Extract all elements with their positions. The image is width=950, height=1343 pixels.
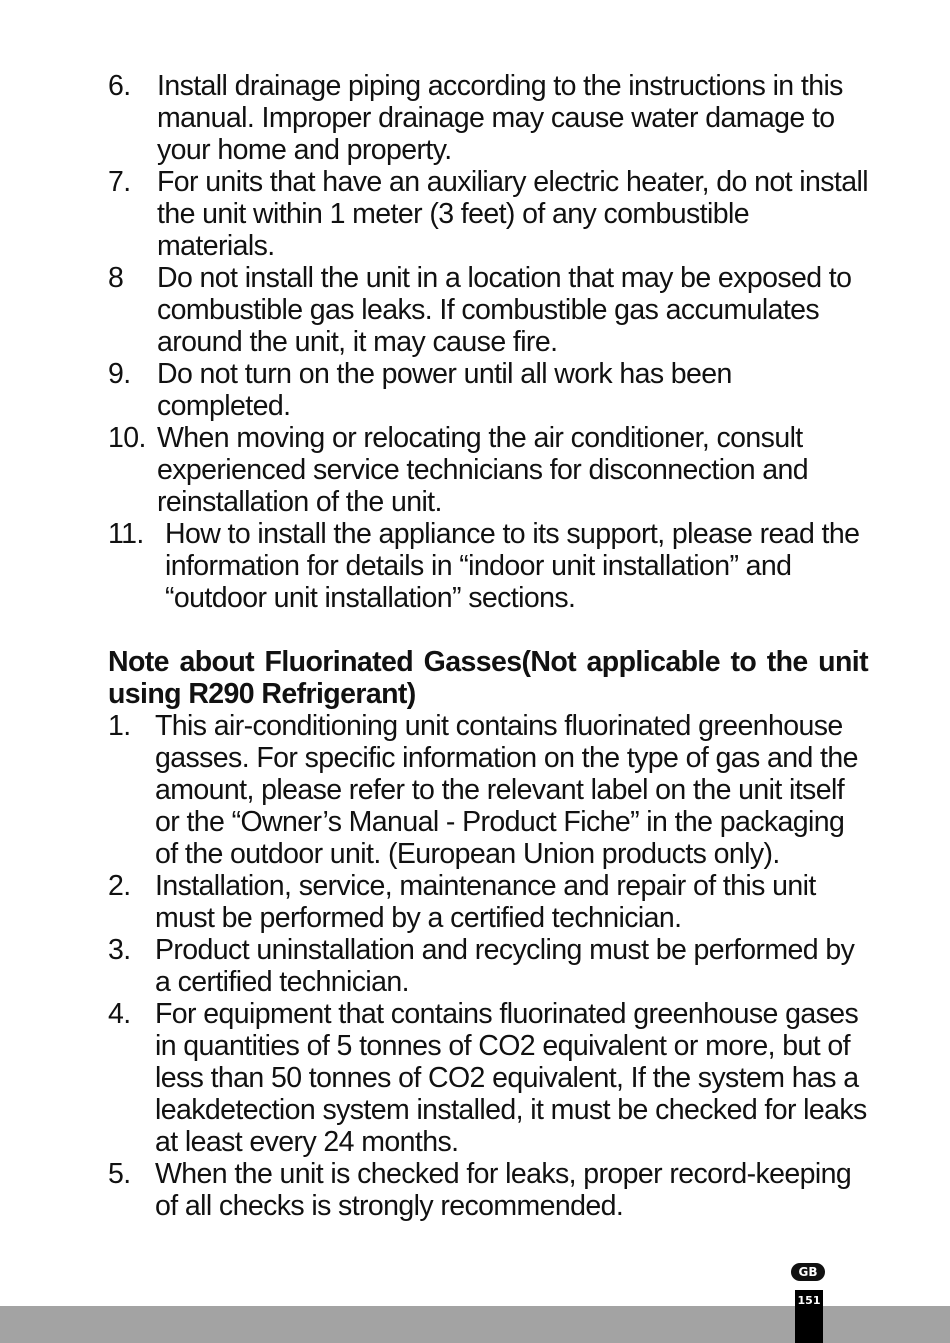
list-item xyxy=(108,70,868,166)
list-item xyxy=(108,262,868,358)
list-item xyxy=(108,358,868,422)
page-number-tab xyxy=(795,1290,823,1343)
item-number: 11. xyxy=(108,518,144,550)
list-item xyxy=(108,934,868,998)
item-number: 2. xyxy=(108,870,131,902)
item-number: 6. xyxy=(108,70,131,102)
item-number: 3. xyxy=(108,934,131,966)
item-number: 7. xyxy=(108,166,131,198)
list-item xyxy=(108,710,868,870)
safety-instructions-list xyxy=(108,70,868,614)
item-text: Do not turn on the power until all work has been completed. xyxy=(157,358,732,422)
list-item xyxy=(108,998,868,1158)
item-text: Product uninstallation and recycling must be performed by a certified technician. xyxy=(155,934,855,998)
list-item xyxy=(108,870,868,934)
page-content xyxy=(108,70,868,1222)
item-text: When moving or relocating the air conditioner, consult experienced service technicians for disconnection and reinstallation of the unit. xyxy=(157,422,809,518)
item-number: 9. xyxy=(108,358,131,390)
item-number: 1. xyxy=(108,710,131,742)
language-badge: GB xyxy=(791,1263,825,1281)
list-item xyxy=(108,518,868,614)
item-number: 4. xyxy=(108,998,131,1030)
item-text: This air-conditioning unit contains fluorinated greenhouse gasses. For specific information on the type of gas and the amount, please refer to the relevant label on the unit itself or the “Owner’s Manual - Product Fiche” in the packaging of the outdoor unit. (European Union products only). xyxy=(155,710,858,870)
fluorinated-gas-list xyxy=(108,710,868,1222)
list-item xyxy=(108,166,868,262)
item-text: For units that have an auxiliary electric heater, do not install the unit within 1 meter (3 feet) of any combustible materials. xyxy=(157,166,868,262)
item-number: 10. xyxy=(108,422,146,454)
list-item xyxy=(108,422,868,518)
item-text: For equipment that contains fluorinated greenhouse gases in quantities of 5 tonnes of CO2 equivalent or more, but of less than 50 tonnes of CO2 equivalent, If the system has a leakdetection system installed, it must be checked for leaks at least every 24 months. xyxy=(155,998,867,1158)
page-number: 151 xyxy=(797,1294,821,1307)
item-number: 5. xyxy=(108,1158,131,1190)
list-item xyxy=(108,1158,868,1222)
item-text: When the unit is checked for leaks, proper record-keeping of all checks is strongly recommended. xyxy=(155,1158,852,1222)
item-text: How to install the appliance to its support, please read the information for details in “indoor unit installation” and “outdoor unit installation” sections. xyxy=(165,518,860,614)
item-number: 8 xyxy=(108,262,124,294)
item-text: Installation, service, maintenance and repair of this unit must be performed by a certified technician. xyxy=(155,870,816,934)
item-text: Do not install the unit in a location that may be exposed to combustible gas leaks. If combustible gas accumulates around the unit, it may cause fire. xyxy=(157,262,852,358)
section-heading: Note about Fluorinated Gasses(Not applicable to the unit using R290 Refrigerant) xyxy=(108,646,868,710)
item-text: Install drainage piping according to the instructions in this manual. Improper drainage may cause water damage to your home and property. xyxy=(157,70,843,166)
